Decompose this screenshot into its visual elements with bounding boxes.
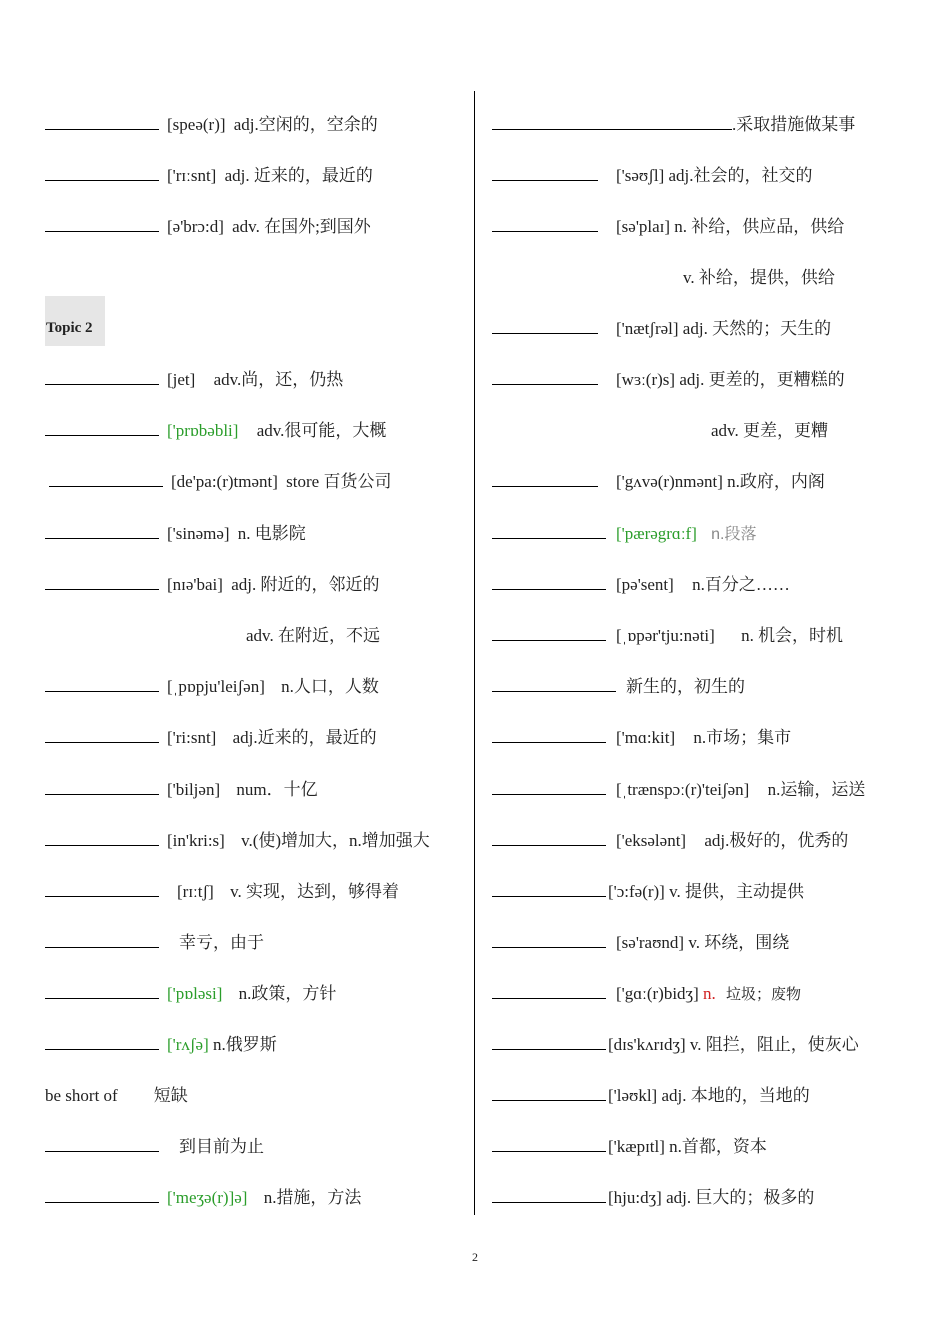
answer-blank[interactable]: [492, 370, 598, 385]
vocab-entry-continuation: adv. 在附近，不远: [246, 626, 380, 645]
answer-blank[interactable]: [45, 115, 159, 130]
answer-blank[interactable]: [45, 421, 159, 436]
answer-blank[interactable]: [492, 831, 606, 846]
vocab-entry: ['səʊʃl] adj.社会的，社交的: [492, 166, 813, 186]
vocab-entry: 幸亏，由于: [45, 933, 264, 953]
vocab-entry: [speə(r)] adj.空闲的，空余的: [45, 115, 378, 135]
vocab-entry: ['rʌʃə] n.俄罗斯: [45, 1035, 277, 1055]
vocab-entry: ['pɒləsi] n.政策，方针: [45, 984, 336, 1004]
answer-blank[interactable]: [492, 882, 606, 897]
answer-blank[interactable]: [45, 575, 159, 590]
answer-blank[interactable]: [492, 472, 598, 487]
topic-heading: [45, 296, 105, 346]
vocab-entry: [ˌɒpər'tju:nəti] n. 机会，时机: [492, 626, 843, 646]
answer-blank[interactable]: [45, 1137, 159, 1152]
vocab-entry: [de'pa:(r)tmənt] store 百货公司: [49, 472, 391, 492]
vocab-entry: ['prɒbəbli] adv.很可能，大概: [45, 421, 386, 441]
answer-blank[interactable]: [45, 984, 159, 999]
answer-blank[interactable]: [45, 882, 159, 897]
vocab-entry: ['rɪːsnt] adj. 近来的，最近的: [45, 166, 373, 186]
vocab-entry: ['sinəmə] n. 电影院: [45, 524, 306, 544]
answer-blank[interactable]: [492, 677, 616, 692]
topic-label: Topic 2: [46, 320, 93, 336]
vocab-entry: ['ləʊkl] adj. 本地的，当地的: [492, 1086, 810, 1106]
answer-blank[interactable]: [49, 472, 163, 487]
answer-blank[interactable]: [45, 1035, 159, 1050]
answer-blank[interactable]: [492, 217, 598, 232]
answer-blank[interactable]: [45, 933, 159, 948]
vocab-entry: [pə'sent] n.百分之……: [492, 575, 790, 595]
answer-blank[interactable]: [492, 984, 606, 999]
answer-blank[interactable]: [492, 780, 606, 795]
answer-blank[interactable]: [492, 728, 606, 743]
vocab-entry: ['pærəgrɑːf] n.段落: [492, 524, 756, 545]
vocab-entry: 新生的，初生的: [492, 677, 745, 697]
answer-blank[interactable]: [492, 933, 606, 948]
answer-blank[interactable]: [492, 166, 598, 181]
answer-blank[interactable]: [45, 728, 159, 743]
vocab-entry: [nɪə'bai] adj. 附近的，邻近的: [45, 575, 379, 595]
vocab-entry: ['ri:snt] adj.近来的，最近的: [45, 728, 377, 748]
vocab-entry: ['biljən] num．十亿: [45, 780, 318, 800]
vocab-entry-continuation: v. 补给，提供，供给: [683, 268, 835, 287]
vocab-entry: ['mɑ:kit] n.市场；集市: [492, 728, 791, 748]
answer-blank[interactable]: [45, 677, 159, 692]
answer-blank[interactable]: [492, 524, 606, 539]
answer-blank[interactable]: [492, 115, 732, 130]
answer-blank[interactable]: [492, 626, 606, 641]
vocab-entry: [wɜː(r)s] adj. 更差的，更糟糕的: [492, 370, 845, 390]
answer-blank[interactable]: [45, 166, 159, 181]
answer-blank[interactable]: [45, 524, 159, 539]
vocab-entry-continuation: adv. 更差，更糟: [711, 421, 828, 440]
answer-blank[interactable]: [492, 575, 606, 590]
answer-blank[interactable]: [492, 1137, 606, 1152]
vocab-entry: ['gɑː(r)bidʒ] n. 垃圾；废物: [492, 984, 801, 1005]
vocab-entry: ['nætʃrəl] adj. 天然的；天生的: [492, 319, 831, 339]
vocab-entry: ['kæpɪtl] n.首都，资本: [492, 1137, 767, 1157]
answer-blank[interactable]: [492, 1188, 606, 1203]
answer-blank[interactable]: [45, 1188, 159, 1203]
vocab-entry: [ˌpɒpju'leiʃən] n.人口，人数: [45, 677, 379, 697]
vocab-entry: .采取措施做某事: [492, 115, 855, 135]
answer-blank[interactable]: [492, 1035, 606, 1050]
vocab-entry: ['eksələnt] adj.极好的，优秀的: [492, 831, 848, 851]
answer-blank[interactable]: [45, 831, 159, 846]
vocab-entry: [hju:dʒ] adj. 巨大的；极多的: [492, 1188, 814, 1208]
column-divider: [474, 91, 475, 1215]
answer-blank[interactable]: [492, 1086, 606, 1101]
vocab-entry: 到目前为止: [45, 1137, 264, 1157]
answer-blank[interactable]: [492, 319, 598, 334]
vocab-entry: [in'kri:s] v.(使)增加大，n.增加强大: [45, 831, 430, 851]
vocab-entry: ['ɔ:fə(r)] v. 提供，主动提供: [492, 882, 804, 902]
vocab-entry: [sə'plaɪ] n. 补给，供应品，供给: [492, 217, 844, 237]
vocab-entry: ['meʒə(r)]ə] n.措施，方法: [45, 1188, 361, 1208]
vocab-entry: [rɪːtʃ] v. 实现，达到，够得着: [45, 882, 399, 902]
answer-blank[interactable]: [45, 780, 159, 795]
vocab-entry: [jet] adv.尚，还，仍热: [45, 370, 343, 390]
vocab-entry: be short of 短缺: [45, 1086, 188, 1105]
vocab-entry: [ə'brɔ:d] adv. 在国外;到国外: [45, 217, 371, 237]
vocab-entry: ['gʌvə(r)nmənt] n.政府，内阁: [492, 472, 825, 492]
page-number: 2: [472, 1250, 478, 1264]
answer-blank[interactable]: [45, 370, 159, 385]
vocab-entry: [dɪs'kʌrɪdʒ] v. 阻拦，阻止，使灰心: [492, 1035, 859, 1055]
answer-blank[interactable]: [45, 217, 159, 232]
vocab-entry: [sə'raʊnd] v. 环绕，围绕: [492, 933, 789, 953]
vocab-entry: [ˌtrænspɔː(r)'teiʃən] n.运输，运送: [492, 780, 865, 800]
